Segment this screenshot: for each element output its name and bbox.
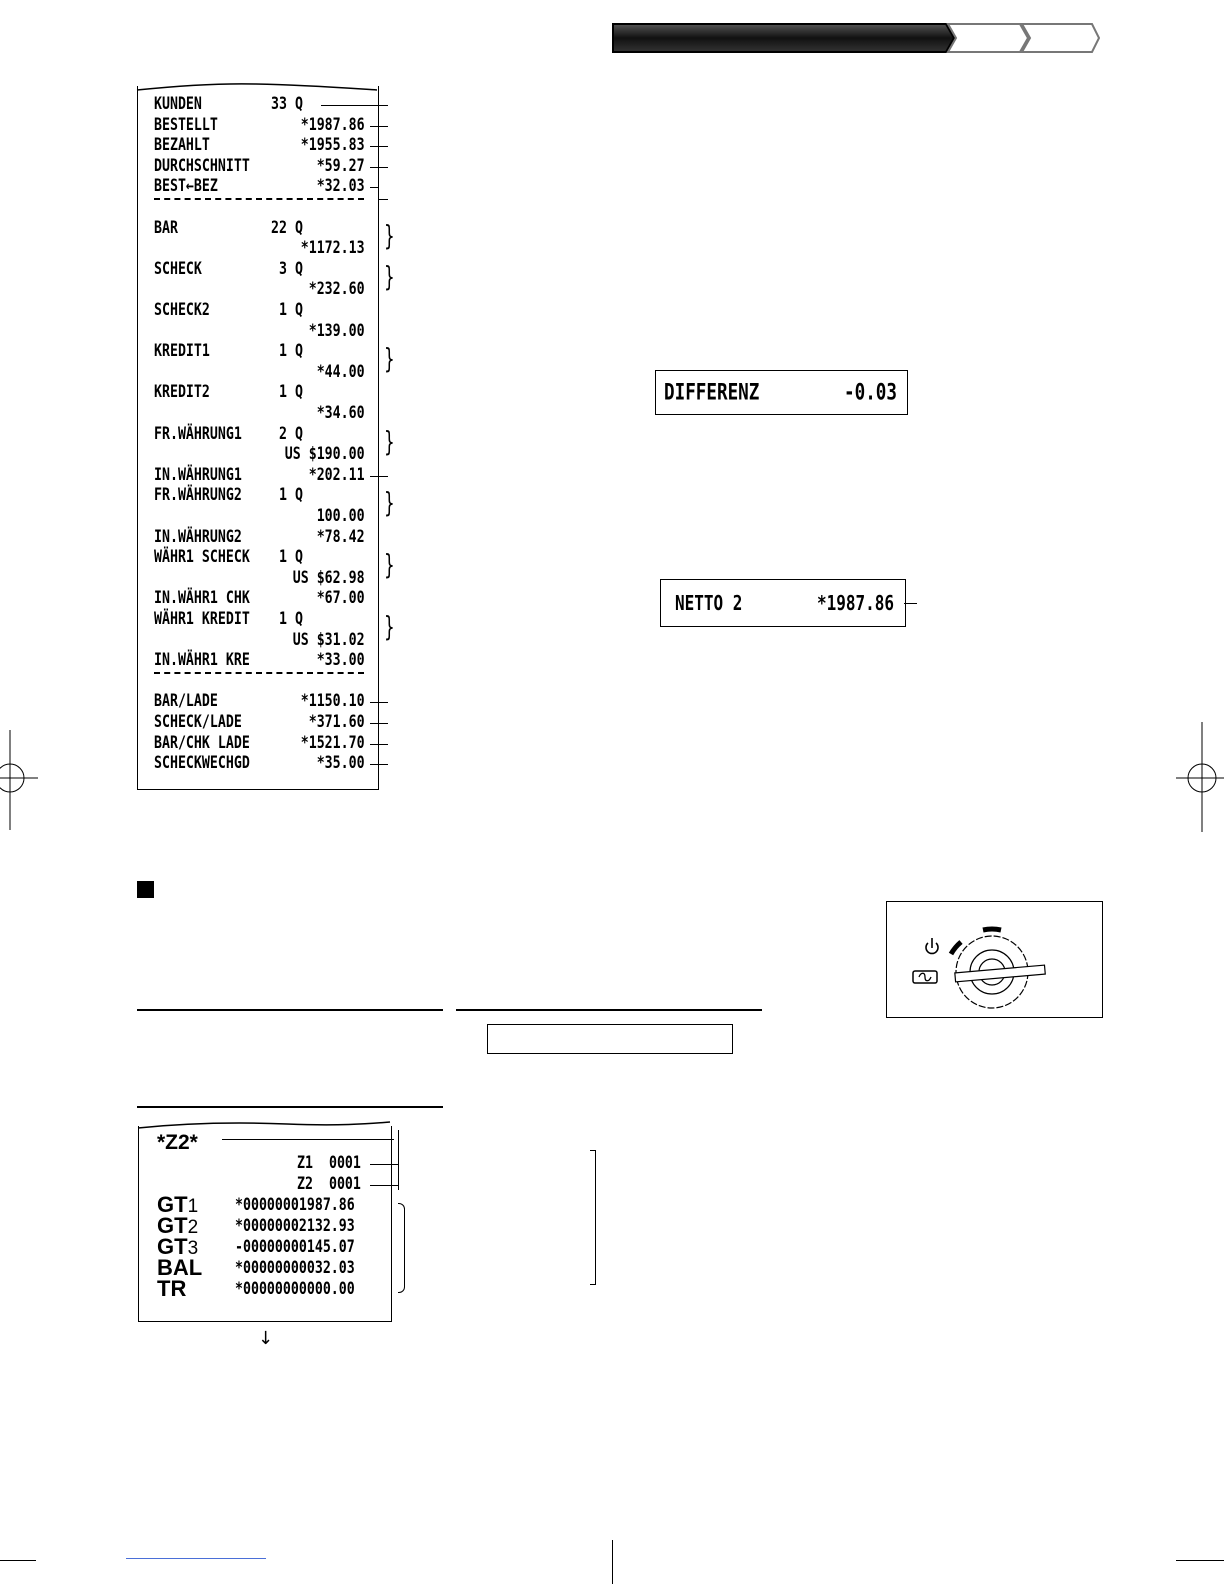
receipt-line-label: SCHECKWECHGD: [154, 753, 250, 774]
z-counter-value: 0001: [328, 1174, 361, 1194]
callout-leader: [370, 1164, 398, 1165]
display-netto-label: NETTO 2: [675, 591, 743, 615]
receipt-line: [154, 382, 319, 403]
callout-leader: [370, 744, 388, 745]
receipt-line-amount: *1955.83: [300, 135, 365, 156]
receipt-line-label: DURCHSCHNITT: [154, 155, 250, 176]
z-total-value: *00000000032.03: [235, 1258, 355, 1278]
receipt-line: [154, 588, 365, 609]
display-differenz: [655, 370, 908, 415]
receipt-line-amount: *67.00: [316, 588, 365, 609]
receipt-line-label: KUNDEN: [154, 94, 202, 114]
receipt-line-amount: *33.00: [316, 650, 365, 671]
receipt-line-amount: *1987.86: [300, 114, 365, 135]
receipt-line-amount: *59.27: [316, 155, 365, 176]
rule-left: [137, 1009, 443, 1011]
receipt-line-amount: *139.00: [308, 320, 365, 341]
receipt-line-amount: *371.60: [308, 712, 365, 732]
receipt-line: [154, 155, 365, 177]
receipt-line-label: IN.WÄHRUNG1: [154, 464, 242, 485]
group-brace: }: [384, 486, 395, 520]
receipt-line: [154, 547, 319, 568]
receipt-line-label: IN.WÄHR1 CHK: [154, 588, 250, 609]
receipt-line-amount: US $62.98: [292, 567, 365, 588]
receipt-line-count: 1 Q: [271, 485, 303, 506]
z-counter-label: Z2: [297, 1174, 313, 1194]
receipt-line: [154, 526, 365, 548]
receipt-line: [154, 753, 365, 774]
display-netto-value: *1987.86: [817, 591, 895, 615]
receipt-line-amount: *78.42: [316, 526, 365, 547]
receipt-line-count: 22 Q: [271, 217, 303, 238]
registration-mark-right: [1176, 722, 1224, 832]
group-brace: }: [384, 548, 395, 582]
receipt-line-amount: *1150.10: [300, 691, 365, 712]
receipt-line-label: FR.WÄHRUNG1: [154, 423, 242, 444]
receipt-line-label: BEZAHLT: [154, 135, 210, 156]
group-brace: [398, 1203, 405, 1293]
header-tab-bar: [612, 22, 1100, 54]
receipt-line: [154, 691, 365, 712]
receipt-line-label: KREDIT1: [154, 341, 210, 362]
receipt-line-label: BEST←BEZ: [154, 176, 218, 197]
receipt-line: [154, 403, 365, 424]
section-bullet-square: [137, 881, 154, 898]
receipt-line-amount: *35.00: [316, 753, 365, 774]
financial-report-receipt: [137, 86, 379, 790]
receipt-line-count: 1 Q: [271, 609, 303, 629]
receipt-line-amount: *1172.13: [300, 238, 365, 259]
crop-mark-bottom-right: [1176, 1560, 1224, 1561]
receipt-line-amount: *32.03: [316, 176, 365, 197]
receipt-line-label: WÄHR1 SCHECK: [154, 547, 250, 568]
receipt-line-label: KREDIT2: [154, 382, 210, 403]
crop-mark-blue: [126, 1558, 266, 1559]
z-total-value: *00000000000.00: [235, 1279, 355, 1299]
z-counter-value: 0001: [328, 1153, 361, 1173]
receipt-line: [154, 609, 319, 630]
callout-leader-vertical: [398, 1130, 399, 1190]
callout-leader: [370, 167, 388, 168]
z-total-value: *00000001987.86: [235, 1195, 355, 1215]
z-total-label-main: GT: [157, 1234, 188, 1259]
receipt-line-amount: *44.00: [316, 361, 365, 382]
receipt-line-label: IN.WÄHRUNG2: [154, 526, 242, 547]
z-total-label-sub: 2: [187, 1217, 199, 1238]
callout-leader: [321, 105, 388, 106]
down-arrow: ↓: [258, 1328, 274, 1349]
z-total-label-main: BAL: [157, 1255, 203, 1280]
netto-leader-line: [904, 603, 917, 604]
group-brace: }: [384, 218, 395, 252]
receipt-line: [154, 238, 365, 259]
callout-leader: [370, 126, 388, 127]
tab-second: [948, 24, 1028, 52]
receipt-line: [154, 341, 319, 362]
z2-title: *Z2*: [157, 1131, 198, 1154]
group-brace: }: [384, 610, 395, 643]
callout-leader: [370, 146, 388, 147]
z-total-label: [157, 1236, 198, 1257]
z-counter-label: Z1: [297, 1153, 313, 1173]
z-total-label: [157, 1215, 198, 1236]
receipt-line-amount: *232.60: [308, 279, 365, 300]
receipt-line: [154, 320, 365, 342]
receipt-line-amount: 100.00: [316, 506, 365, 526]
callout-leader: [370, 187, 378, 188]
z-total-value: *00000002132.93: [235, 1216, 355, 1236]
rule-lower: [137, 1106, 443, 1108]
z-total-label: [157, 1257, 202, 1278]
power-icon: [926, 938, 938, 953]
mode-key-dial-icon: [951, 929, 1045, 1008]
receipt-line-label: SCHECK/LADE: [154, 712, 242, 732]
display-differenz-value: -0.03: [844, 380, 897, 405]
receipt-line-amount: US $31.02: [292, 629, 365, 650]
crop-mark-center: [612, 1540, 613, 1584]
callout-leader: [370, 723, 388, 724]
callout-leader: [370, 476, 388, 477]
callout-leader: [370, 702, 388, 703]
receipt-line-count: 1 Q: [271, 300, 303, 320]
receipt-line: [154, 300, 319, 321]
mode-key-illustration: [886, 901, 1103, 1018]
receipt-line: [154, 712, 365, 733]
receipt-line: [154, 732, 365, 754]
tab-third: [1022, 24, 1099, 52]
receipt-line-label: BAR/CHK LADE: [154, 732, 250, 753]
callout-leader: [370, 764, 388, 765]
receipt-line-count: 1 Q: [271, 341, 303, 362]
receipt-line: [154, 567, 365, 589]
z-total-label: [157, 1278, 186, 1299]
receipt-line: [154, 114, 365, 136]
receipt-line-amount: *1521.70: [300, 732, 365, 753]
registration-mark-left: [0, 730, 40, 830]
receipt-line: [154, 629, 365, 651]
receipt-line-label: BESTELLT: [154, 114, 218, 135]
receipt-line-label: BAR: [154, 217, 178, 238]
z-total-value: -00000000145.07: [235, 1237, 355, 1257]
receipt-line-label: SCHECK2: [154, 300, 210, 320]
receipt-line: [154, 218, 319, 239]
z-total-label: [157, 1194, 198, 1215]
receipt-line: [154, 650, 365, 671]
callout-leader: [378, 199, 388, 200]
receipt-line-label: SCHECK: [154, 258, 202, 279]
group-brace: }: [384, 424, 395, 458]
receipt-line: [154, 485, 319, 506]
receipt-line: [154, 464, 365, 486]
receipt-line-label: FR.WÄHRUNG2: [154, 485, 242, 506]
tab-active: [613, 24, 954, 52]
z-total-label-sub: 3: [187, 1238, 199, 1259]
bracket-z2: [590, 1150, 596, 1285]
z-total-label-main: GT: [157, 1213, 188, 1238]
receipt-line-amount: *202.11: [308, 464, 365, 485]
receipt-line: [154, 176, 365, 197]
z-counter-line: [297, 1174, 361, 1195]
callout-leader: [370, 1185, 398, 1186]
receipt-separator: [154, 672, 364, 674]
z-counter-line: [297, 1153, 361, 1174]
receipt-line: [154, 444, 365, 465]
receipt-line-label: WÄHR1 KREDIT: [154, 609, 250, 629]
receipt-line: [154, 279, 365, 300]
z2-title-leader: [222, 1139, 394, 1140]
receipt-line: [154, 94, 319, 115]
receipt-line: [154, 135, 365, 156]
rule-right: [456, 1009, 762, 1011]
receipt-line-label: BAR/LADE: [154, 691, 218, 712]
receipt-line-count: 1 Q: [271, 547, 303, 568]
group-brace: }: [384, 259, 395, 293]
receipt-line: [154, 424, 319, 445]
display-box-empty: [487, 1024, 733, 1054]
z-total-label-main: GT: [157, 1192, 188, 1217]
callout-leader-vertical: [378, 187, 379, 199]
display-differenz-label: DIFFERENZ: [664, 380, 760, 405]
crop-mark-bottom-left: [0, 1560, 36, 1561]
receipt-line-count: 1 Q: [271, 382, 303, 403]
receipt-line: [154, 506, 365, 527]
receipt-line-amount: *34.60: [316, 403, 365, 423]
receipt-line-count: 33 Q: [271, 94, 303, 114]
receipt-line-count: 3 Q: [271, 258, 303, 279]
receipt-line: [154, 361, 365, 383]
display-netto: [660, 579, 906, 627]
receipt-line-count: 2 Q: [271, 423, 303, 444]
z-total-label-sub: 1: [187, 1196, 199, 1217]
z2-report-receipt: [138, 1126, 392, 1322]
receipt-line-amount: US $190.00: [284, 444, 365, 465]
key-mode-icon: [913, 971, 937, 983]
receipt-line: [154, 259, 319, 280]
receipt-separator: [154, 198, 364, 200]
group-brace: }: [384, 342, 395, 376]
z-total-label-main: TR: [157, 1276, 187, 1301]
receipt-line-label: IN.WÄHR1 KRE: [154, 650, 250, 671]
